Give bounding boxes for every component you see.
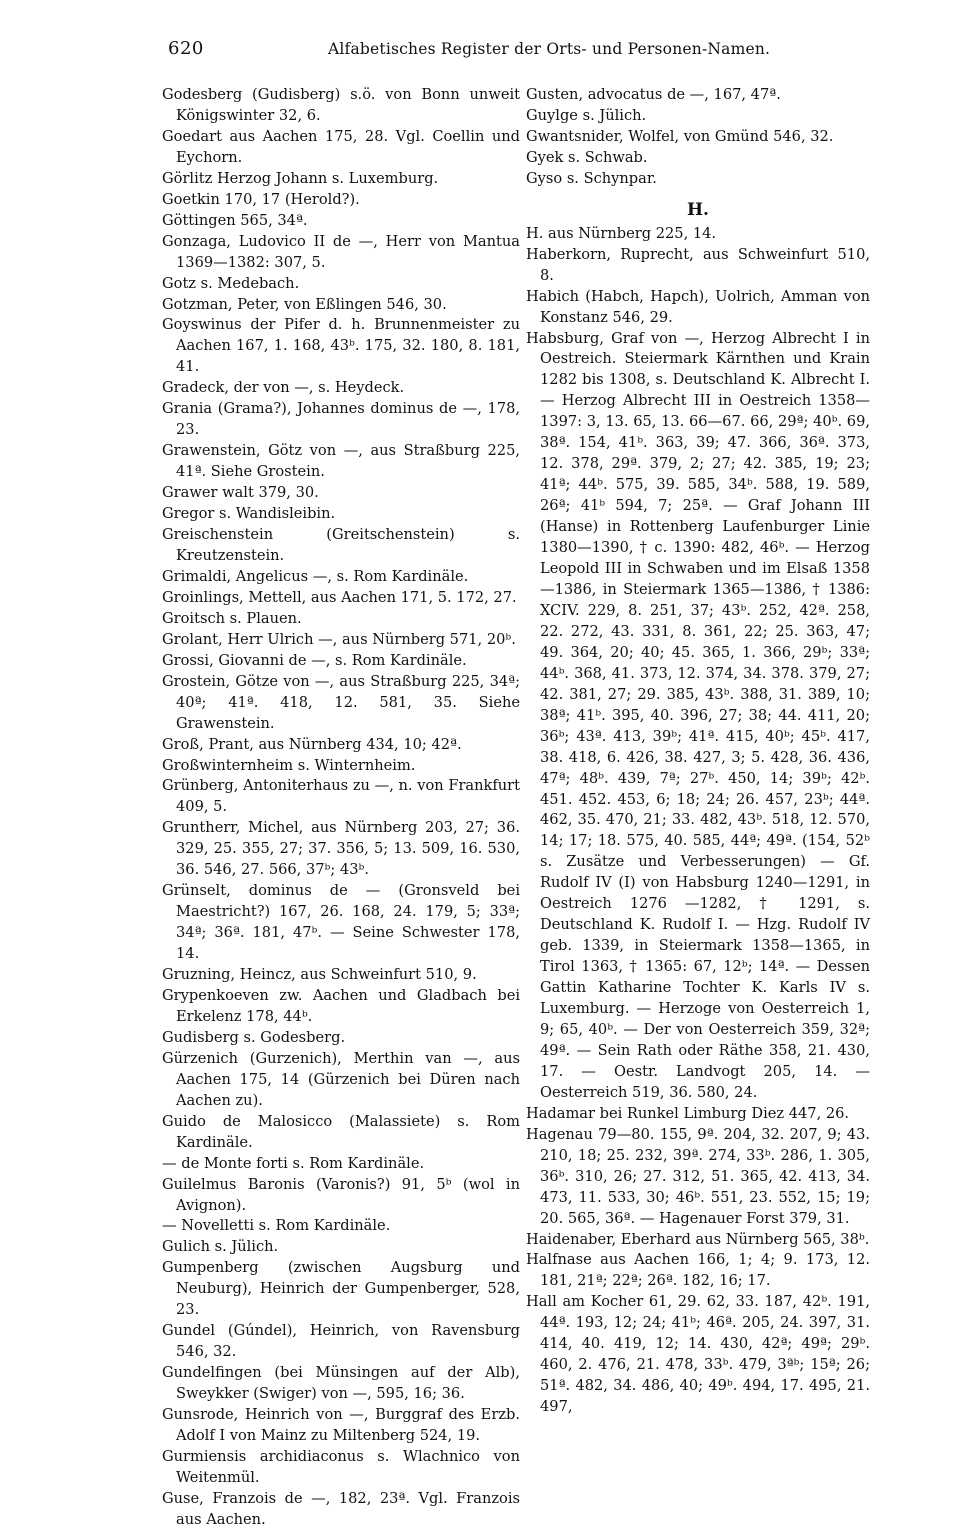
register-entry: Guido de Malosicco (Malassiete) s. Rom Kardinäle. — [162, 1112, 520, 1151]
register-entry: Groinlings, Mettell, aus Aachen 171, 5. 172, 27. — [162, 588, 517, 606]
register-entry: Habich (Habch, Hapch), Uolrich, Amman von Konstanz 546, 29. — [526, 287, 870, 326]
register-entry: Gudisberg s. Godesberg. — [162, 1028, 346, 1046]
register-entry: Grypenkoeven zw. Aachen und Gladbach bei Erkelenz 178, 44ᵇ. — [162, 986, 520, 1025]
register-entry: Halfnase aus Aachen 166, 1; 4; 9. 173, 12. 181, 21ª; 22ª; 26ª. 182, 16; 17. — [526, 1251, 870, 1290]
register-entry: Guilelmus Baronis (Varonis?) 91, 5ᵇ (wol in Avignon). — [162, 1175, 520, 1214]
register-entry: Gwantsnider, Wolfel, von Gmünd 546, 32. — [526, 127, 834, 145]
register-entry: Hadamar bei Runkel Limburg Diez 447, 26. — [526, 1104, 850, 1122]
register-entry: Gyso s. Schynpar. — [526, 169, 657, 187]
register-entry: Goedart aus Aachen 175, 28. Vgl. Coellin und Eychorn. — [162, 127, 520, 166]
register-entry: Grimaldi, Angelicus —, s. Rom Kardinäle. — [162, 567, 469, 585]
register-entry: Hagenau 79—80. 155, 9ª. 204, 32. 207, 9; 43. 210, 18; 25. 232, 39ª. 274, 33ᵇ. 286, 1. 305, 36ᵇ. 310, 26; 27. 312, 51. 365, 42. 413, 34. 473, 11. 533, 30; 46ᵇ. 551, 23. 552, 15; 19; 20. 565, 36ª. — Hagenauer Forst 379, 31. — [526, 1125, 870, 1227]
register-entry: Göttingen 565, 34ª. — [162, 211, 308, 229]
register-entry: Grünberg, Antoniterhaus zu —, n. von Frankfurt 409, 5. — [162, 777, 520, 816]
register-entry: Gulich s. Jülich. — [162, 1238, 279, 1256]
page-number: 620 — [168, 38, 204, 59]
register-entry: Gruntherr, Michel, aus Nürnberg 203, 27; 36. 329, 25. 355, 27; 37. 356, 5; 13. 509, 16. 530, 36. 546, 27. 566, 37ᵇ; 43ᵇ. — [162, 819, 520, 879]
register-entry: Habsburg, Graf von —, Herzog Albrecht I in Oestreich. Steiermark Kärnthen und Krain 1282 bis 1308, s. Deutschland K. Albrecht I. — Herzog Albrecht III in Oestreich 1358—1397: 3, 13. 65, 13. 66—67. 66, 29ª; 40ᵇ. 69, 38ª. 154, 41ᵇ. 363, 39; 47. 366, 36ª. 373, 12. 378, 29ª. 379, 2; 27; 42. 385, 19; 23; 41ª; 44ᵇ. 575, 39. 585, 34ᵇ. 588, 19. 589, 26ª; 41ᵇ 594, 7; 25ª. — Graf Johann III (Hanse) in Rottenberg Laufenburger Linie 1380—1390, † c. 1390: 482, 46ᵇ. — Herzog Leopold III in Schwaben und im Elsaß 1358—1386, in Steiermark 1365—1386, † 1386: XCIV. 229, 8. 251, 37; 43ᵇ. 252, 42ª. 258, 22. 272, 43. 331, 8. 361, 22; 25. 363, 47; 49. 364, 20; 40; 45. 365, 1. 366, 29ᵇ; 33ª; 44ᵇ. 368, 41. 373, 12. 374, 34. 378. 379, 27; 42. 381, 27; 29. 385, 43ᵇ. 388, 31. 389, 10; 38ª; 41ᵇ. 395, 40. 396, 27; 38; 44. 411, 20; 36ᵇ; 43ª. 413, 39ᵇ; 41ª. 415, 40ᵇ; 45ᵇ. 417, 38. 418, 6. 426, 38. 427, 3; 5. 428, 36. 436, 47ª; 48ᵇ. 439, 7ª; 27ᵇ. 450, 14; 39ᵇ; 42ᵇ. 451. 452. 453, 6; 18; 24; 26. 457, 23ᵇ; 44ª. 462, 35. 470, 21; 33. 482, 43ᵇ. 518, 12. 570, 14; 17; 18. 575, 40. 585, 44ª; 49ª. (154, 52ᵇ s. Zusätze und Verbesserungen) — Gf. Rudolf IV (I) von Habsburg 1240—1291, in Oestreich 1276 —1282, † 1291, s. Deutschland K. Rudolf I. — Hzg. Rudolf IV geb. 1339, in Steiermark 1358—1365, in Tirol 1363, † 1365: 67, 12ᵇ; 14ª. — Dessen Gattin Katharine Tochter K. Karls IV s. Luxemburg. — Herzoge von Oesterreich 1, 9; 65, 40ᵇ. — Der von Oesterreich 359, 32ª; 49ª. — Sein Rath oder Räthe 358, 21. 430, 17. — Oestr. Landvogt 205, 14. — Oesterreich 519, 36. 580, 24. — [526, 329, 870, 1101]
register-entry: Grünselt, dominus de — (Gronsveld bei Maestricht?) 167, 26. 168, 24. 179, 5; 33ª; 34ª; 36ª. 181, 47ᵇ. — Seine Schwester 178, 14. — [162, 882, 520, 963]
register-entry: Grawenstein, Götz von —, aus Straßburg 225, 41ª. Siehe Grostein. — [162, 442, 520, 481]
register-entry: Goetkin 170, 17 (Herold?). — [162, 190, 360, 208]
register-entry: Görlitz Herzog Johann s. Luxemburg. — [162, 169, 439, 187]
register-entry: Goyswinus der Pifer d. h. Brunnenmeister zu Aachen 167, 1. 168, 43ᵇ. 175, 32. 180, 8. 181, 41. — [162, 316, 520, 376]
register-entry: Gundel (Gúndel), Heinrich, von Ravensburg 546, 32. — [162, 1322, 520, 1361]
register-entry: Gurmiensis archidiaconus s. Wlachnico von Weitenmül. — [162, 1447, 520, 1486]
register-entry: Groitsch s. Plauen. — [162, 609, 302, 627]
register-entry: Gusten, advocatus de —, 167, 47ª. — [526, 86, 781, 103]
register-entry: Gürzenich (Gurzenich), Merthin van —, aus Aachen 175, 14 (Gürzenich bei Düren nach Aachen zu). — [162, 1049, 520, 1109]
register-entry: — de Monte forti s. Rom Kardinäle. — [162, 1154, 425, 1172]
register-entry: Hall am Kocher 61, 29. 62, 33. 187, 42ᵇ. 191, 44ª. 193, 12; 24; 41ᵇ; 46ª. 205, 24. 397, 31. 414, 40. 419, 12; 14. 430, 42ª; 49ª; 29ᵇ. 460, 2. 476, 21. 478, 33ᵇ. 479, 3ªᵇ; 15ª; 26; 51ª. 482, 34. 486, 40; 49ᵇ. 494, 17. 495, 21. 497, — [526, 1293, 870, 1416]
register-entry: Groß, Prant, aus Nürnberg 434, 10; 42ª. — [162, 735, 462, 753]
register-entry: Gonzaga, Ludovico II de —, Herr von Mantua 1369—1382: 307, 5. — [162, 232, 520, 271]
register-entry: — Novelletti s. Rom Kardinäle. — [162, 1217, 391, 1235]
right-column-bottom — [526, 224, 870, 1418]
register-entry: Grawer walt 379, 30. — [162, 484, 319, 502]
register-entry: Grolant, Herr Ulrich —, aus Nürnberg 571, 20ᵇ. — [162, 630, 516, 648]
register-entry: Gradeck, der von —, s. Heydeck. — [162, 379, 405, 397]
register-entry: Gotz s. Medebach. — [162, 274, 300, 292]
register-entry: Guylge s. Jülich. — [526, 106, 647, 124]
register-entry: Greischenstein (Greitschenstein) s. Kreutzenstein. — [162, 526, 520, 564]
register-entry: Haidenaber, Eberhard aus Nürnberg 565, 38ᵇ. — [526, 1230, 870, 1248]
register-entry: Gregor s. Wandisleibin. — [162, 505, 336, 523]
register-entry: Guse, Franzois de —, 182, 23ª. Vgl. Franzois aus Aachen. — [162, 1489, 520, 1528]
register-entry: Gunsrode, Heinrich von —, Burggraf des Erzb. Adolf I von Mainz zu Miltenberg 524, 19. — [162, 1406, 520, 1444]
section-heading: H. — [687, 199, 709, 220]
register-entry: Grania (Grama?), Johannes dominus de —, 178, 23. — [162, 400, 520, 439]
register-entry: H. aus Nürnberg 225, 14. — [526, 224, 717, 242]
register-entry: Gotzman, Peter, von Eßlingen 546, 30. — [162, 295, 447, 313]
register-entry: Gumpenberg (zwischen Augsburg und Neuburg), Heinrich der Gumpenberger, 528, 23. — [162, 1259, 520, 1319]
register-entry: Godesberg (Gudisberg) s.ö. von Bonn unweit Königswinter 32, 6. — [162, 86, 520, 124]
running-title: Alfabetisches Register der Orts- und Personen-Namen. — [328, 40, 771, 58]
right-column — [526, 85, 870, 1418]
right-column-top — [526, 85, 870, 190]
register-entry: Gruzning, Heincz, aus Schweinfurt 510, 9. — [162, 966, 477, 984]
register-entry: Grossi, Giovanni de —, s. Rom Kardinäle. — [162, 651, 467, 669]
register-entry: Gundelfingen (bei Münsingen auf der Alb), Sweykker (Swiger) von —, 595, 16; 36. — [162, 1364, 520, 1403]
register-entry: Grostein, Götze von —, aus Straßburg 225, 34ª; 40ª; 41ª. 418, 12. 581, 35. Siehe Grawenstein. — [162, 672, 520, 732]
register-entry: Großwinternheim s. Winternheim. — [162, 756, 416, 774]
register-entry: Haberkorn, Ruprecht, aus Schweinfurt 510, 8. — [526, 245, 870, 284]
register-entry: Gyek s. Schwab. — [526, 148, 648, 166]
left-column — [162, 85, 520, 1531]
